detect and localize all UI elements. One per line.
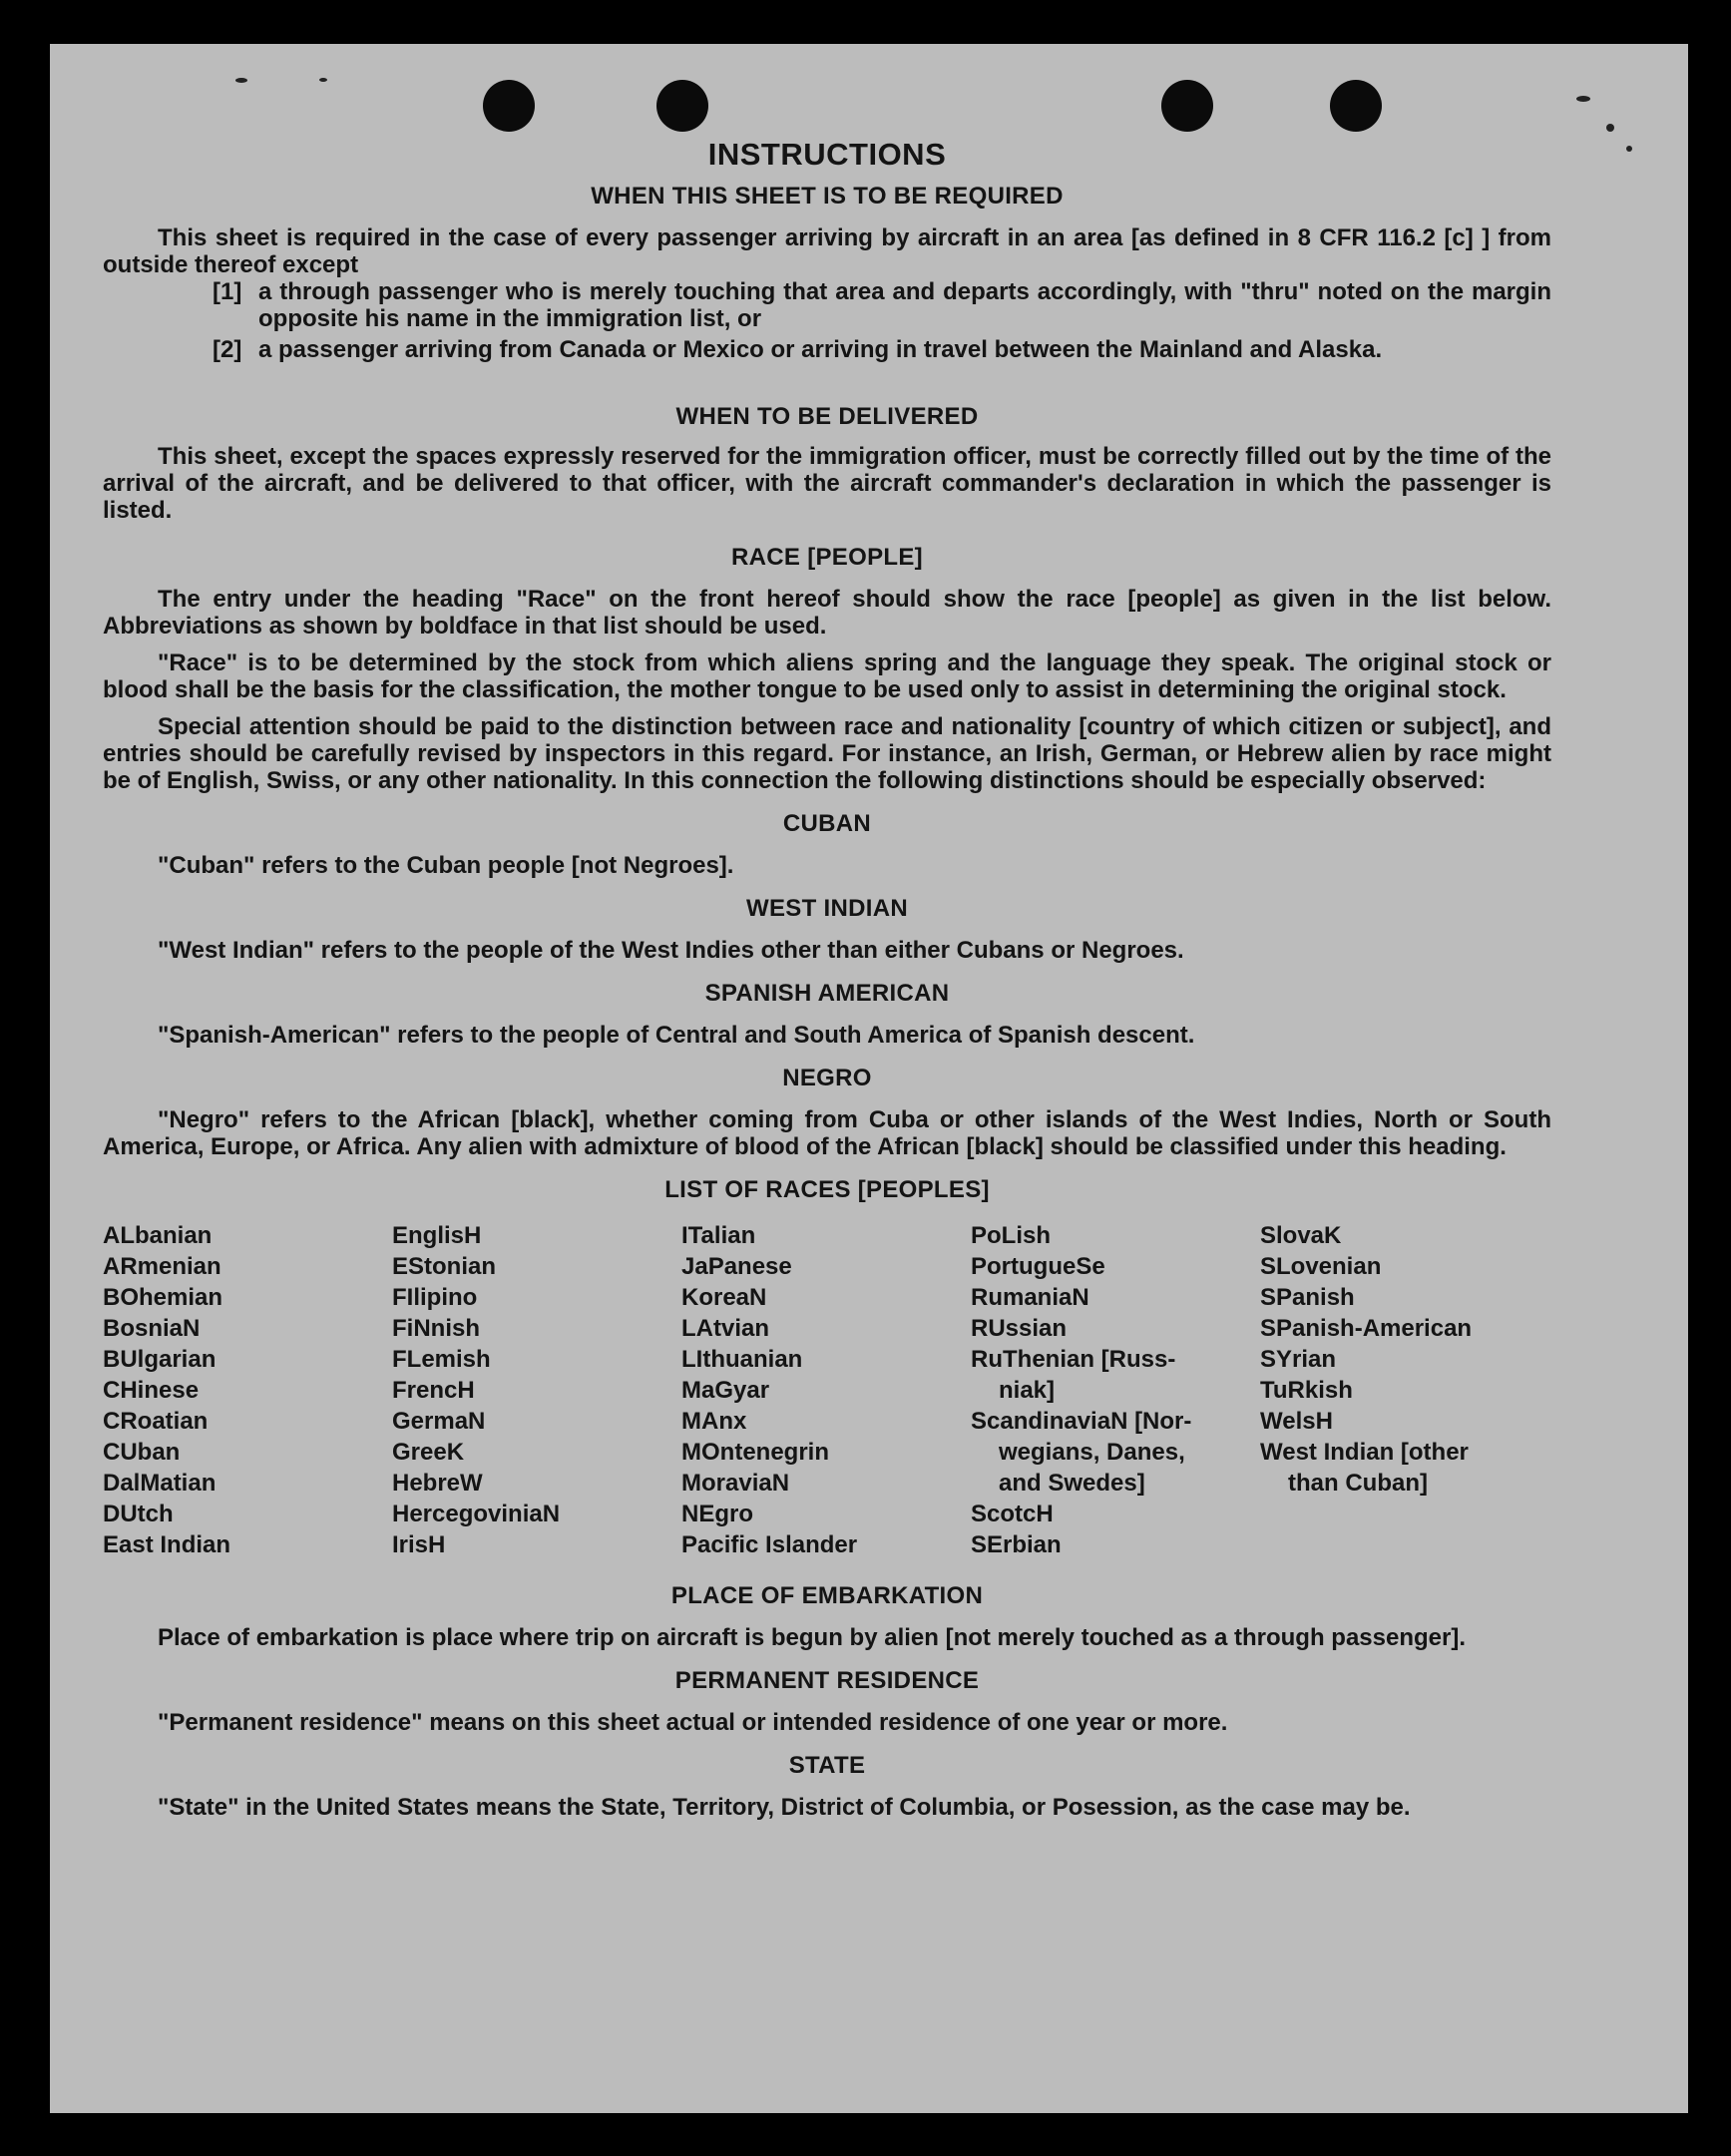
- section-heading-race: RACE [PEOPLE]: [731, 544, 923, 571]
- race-entry: NEgro: [681, 1501, 753, 1527]
- race-entry: RuThenian [Russ-: [971, 1346, 1176, 1373]
- speck: [1626, 146, 1632, 152]
- race-entry: RUssian: [971, 1315, 1068, 1342]
- race-entry: MOntenegrin: [681, 1439, 829, 1466]
- race-entry: GreeK: [392, 1439, 465, 1466]
- race-column-3: [681, 1220, 971, 1560]
- race-entry: SPanish: [1260, 1284, 1355, 1311]
- race-entry: LAtvian: [681, 1315, 770, 1342]
- required-intro: This sheet is required in the case of every passenger arriving by aircraft in an area [as defined in 8 CFR 116.2 [c] ] from outside thereof except: [103, 224, 1551, 278]
- race-entry: KoreaN: [681, 1284, 767, 1311]
- section-heading-spanish-american: SPANISH AMERICAN: [704, 980, 950, 1007]
- race-entry: RumaniaN: [971, 1284, 1089, 1311]
- race-entry: IrisH: [392, 1531, 446, 1558]
- item-number: [1]: [213, 278, 242, 305]
- race-entry: BUlgarian: [103, 1346, 216, 1373]
- section-heading-required: WHEN THIS SHEET IS TO BE REQUIRED: [591, 183, 1064, 210]
- race-column-1: [103, 1220, 392, 1560]
- race-entry: FIlipino: [392, 1284, 478, 1311]
- race-paragraph: Special attention should be paid to the distinction between race and nationality [country of which citizen or subject], and entries should be carefully revised by inspectors in this regard. For instance, an Irish, German, or Hebrew alien by race might be of English, Swiss, or any other nationality. In this connection the following distinctions should be especially observed:: [103, 713, 1551, 794]
- race-paragraph: The entry under the heading "Race" on the front hereof should show the race [people] as given in the list below. Abbreviations as shown by boldface in that list should be used.: [103, 586, 1551, 640]
- section-heading-race-list: LIST OF RACES [PEOPLES]: [664, 1176, 990, 1203]
- race-entry: ScandinaviaN [Nor-: [971, 1408, 1192, 1435]
- race-entry: than Cuban]: [1288, 1470, 1428, 1497]
- race-entry: niak]: [999, 1377, 1056, 1404]
- race-entry: LIthuanian: [681, 1346, 803, 1373]
- race-entry: CUban: [103, 1439, 181, 1466]
- section-heading-embarkation: PLACE OF EMBARKATION: [670, 1582, 984, 1609]
- speck: [1576, 96, 1590, 102]
- race-entry: wegians, Danes,: [999, 1439, 1185, 1466]
- race-entry: SYrian: [1260, 1346, 1337, 1373]
- race-entry: PoLish: [971, 1222, 1052, 1249]
- race-entry: JaPanese: [681, 1253, 792, 1280]
- race-paragraph: "Race" is to be determined by the stock from which aliens spring and the language they speak. The original stock or blood shall be the basis for the classification, the mother tongue to be used only to assist in determining the original stock.: [103, 649, 1551, 703]
- race-entry: ScotcH: [971, 1501, 1054, 1527]
- race-entry: DalMatian: [103, 1470, 216, 1497]
- race-entry: MAnx: [681, 1408, 747, 1435]
- race-entry: HercegoviniaN: [392, 1501, 561, 1527]
- race-entry: EStonian: [392, 1253, 497, 1280]
- list-item: [103, 278, 1551, 332]
- section-heading-negro: NEGRO: [782, 1065, 872, 1091]
- cuban-text: "Cuban" refers to the Cuban people [not Negroes].: [158, 852, 734, 879]
- punch-hole: [656, 80, 708, 132]
- race-entry: CHinese: [103, 1377, 200, 1404]
- race-entry: FLemish: [392, 1346, 491, 1373]
- race-entry: SErbian: [971, 1531, 1062, 1558]
- item-number: [2]: [213, 336, 242, 363]
- delivered-text: This sheet, except the spaces expressly reserved for the immigration officer, must be correctly filled out by the time of the arrival of the aircraft, and be delivered to that officer, with the aircraft commander's declaration in which the passenger is listed.: [103, 443, 1551, 524]
- negro-text: "Negro" refers to the African [black], whether coming from Cuba or other islands of the West Indies, North or South America, Europe, or Africa. Any alien with admixture of blood of the African [black] should be classified under this heading.: [103, 1106, 1551, 1160]
- race-entry: SlovaK: [1260, 1222, 1342, 1249]
- race-entry: SPanish-American: [1260, 1315, 1473, 1342]
- race-entry: ARmenian: [103, 1253, 221, 1280]
- race-entry: Pacific Islander: [681, 1531, 858, 1558]
- race-list: [103, 1220, 1551, 1560]
- race-entry: MoraviaN: [681, 1470, 790, 1497]
- instructions-content: [103, 137, 1551, 1821]
- race-entry: BOhemian: [103, 1284, 223, 1311]
- race-entry: CRoatian: [103, 1408, 209, 1435]
- residence-text: "Permanent residence" means on this sheet actual or intended residence of one year or more.: [158, 1709, 1228, 1736]
- state-text: "State" in the United States means the State, Territory, District of Columbia, or Posession, as the case may be.: [158, 1794, 1411, 1821]
- race-entry: and Swedes]: [999, 1470, 1145, 1497]
- punch-hole: [1330, 80, 1382, 132]
- race-entry: HebreW: [392, 1470, 483, 1497]
- race-entry: West Indian [other: [1260, 1439, 1469, 1466]
- section-heading-state: STATE: [788, 1752, 866, 1779]
- spanish-american-text: "Spanish-American" refers to the people of Central and South America of Spanish descent.: [158, 1022, 1195, 1049]
- race-column-5: [1260, 1220, 1549, 1560]
- race-entry: EnglisH: [392, 1222, 482, 1249]
- race-entry: WelsH: [1260, 1408, 1333, 1435]
- race-entry: TuRkish: [1260, 1377, 1353, 1404]
- race-entry: ITalian: [681, 1222, 756, 1249]
- section-heading-west-indian: WEST INDIAN: [746, 895, 908, 922]
- race-entry: MaGyar: [681, 1377, 770, 1404]
- race-entry: GermaN: [392, 1408, 486, 1435]
- west-indian-text: "West Indian" refers to the people of the West Indies other than either Cubans or Negroes.: [158, 937, 1184, 964]
- section-heading-residence: PERMANENT RESIDENCE: [674, 1667, 980, 1694]
- race-entry: BosniaN: [103, 1315, 201, 1342]
- punch-hole: [483, 80, 535, 132]
- speck: [235, 78, 247, 83]
- race-entry: FiNnish: [392, 1315, 480, 1342]
- race-entry: PortugueSe: [971, 1253, 1105, 1280]
- page-title: INSTRUCTIONS: [707, 137, 947, 172]
- section-heading-delivered: WHEN TO BE DELIVERED: [675, 403, 979, 430]
- race-entry: DUtch: [103, 1501, 174, 1527]
- section-heading-cuban: CUBAN: [782, 810, 872, 837]
- item-text: a through passenger who is merely touching that area and departs accordingly, with "thru" noted on the margin opposite his name in the immigration list, or: [258, 278, 1551, 332]
- item-text: a passenger arriving from Canada or Mexico or arriving in travel between the Mainland and Alaska.: [258, 336, 1383, 363]
- race-entry: SLovenian: [1260, 1253, 1382, 1280]
- race-column-4: [971, 1220, 1260, 1560]
- race-entry: East Indian: [103, 1531, 231, 1558]
- speck: [319, 78, 327, 82]
- speck: [1606, 124, 1614, 132]
- punch-hole: [1161, 80, 1213, 132]
- race-entry: ALbanian: [103, 1222, 213, 1249]
- race-column-2: [392, 1220, 681, 1560]
- list-item: [103, 336, 1551, 363]
- race-entry: FrencH: [392, 1377, 475, 1404]
- embarkation-text: Place of embarkation is place where trip on aircraft is begun by alien [not merely touched as a through passenger].: [158, 1624, 1466, 1651]
